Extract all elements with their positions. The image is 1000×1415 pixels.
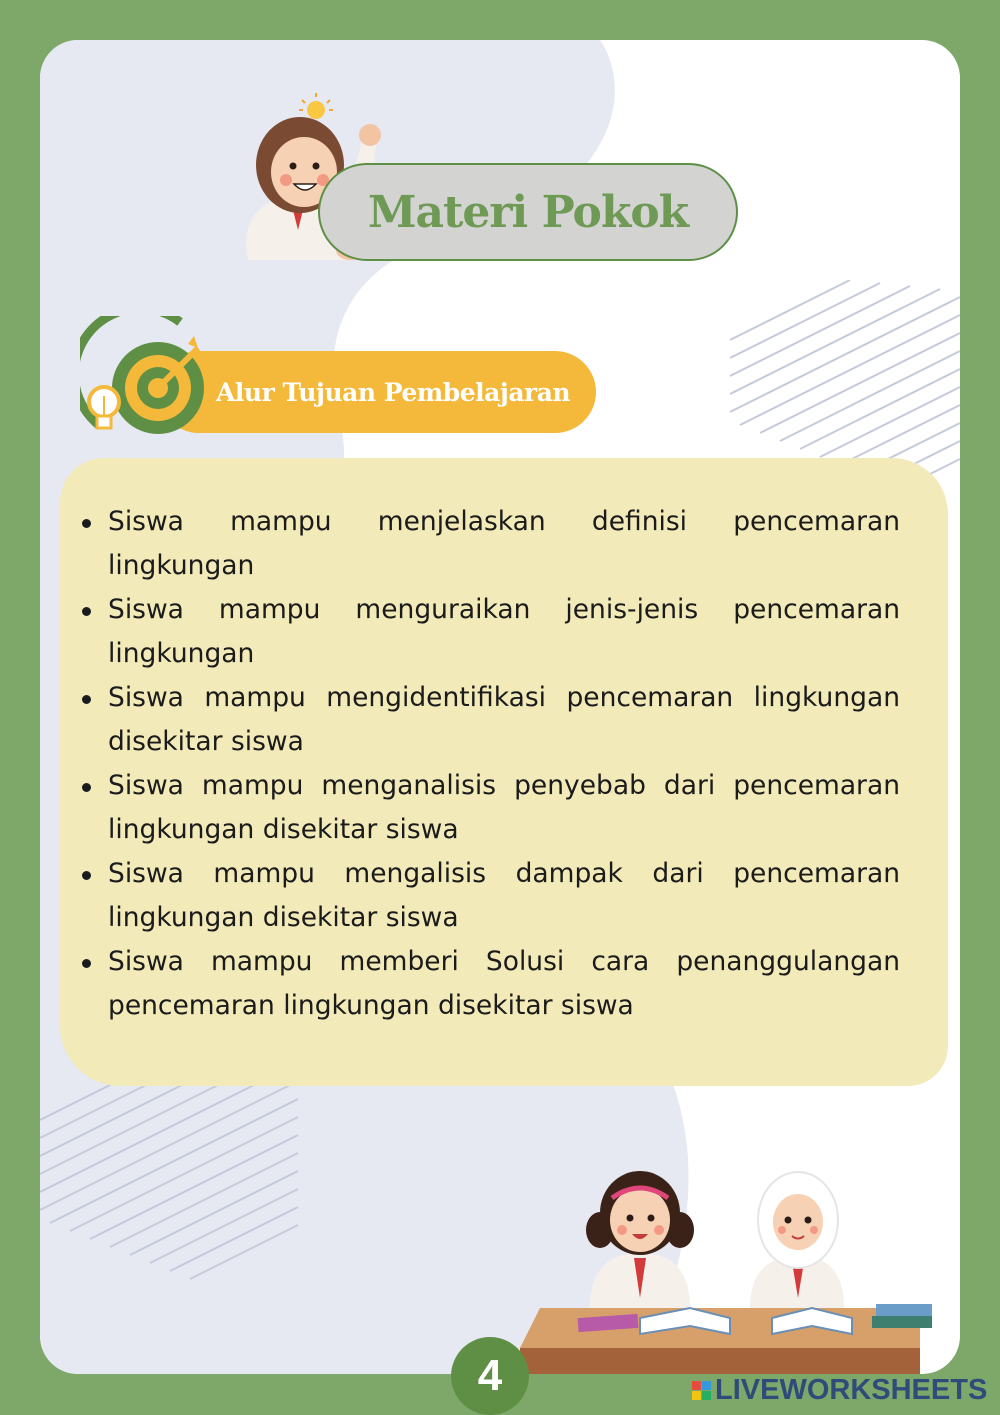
- section-label-pill: [158, 351, 596, 433]
- list-item: Siswa mampu menguraikan jenis-jenis pencemaran lingkungan: [78, 588, 900, 676]
- list-item: Siswa mampu mengidentifikasi pencemaran lingkungan disekitar siswa: [78, 676, 900, 764]
- worksheet-page: [40, 40, 960, 1374]
- lightbulb-icon: [299, 93, 333, 119]
- page-number: 4: [451, 1337, 529, 1415]
- students-illustration: [520, 1158, 960, 1374]
- liveworksheets-logo-icon: [692, 1381, 711, 1400]
- objectives-list: [78, 500, 900, 1028]
- brand-text: LIVEWORKSHEETS: [715, 1373, 988, 1406]
- list-item: Siswa mampu menjelaskan definisi pencemaran lingkungan: [78, 500, 900, 588]
- list-item: Siswa mampu menganalisis penyebab dari pencemaran lingkungan disekitar siswa: [78, 764, 900, 852]
- list-item: Siswa mampu mengalisis dampak dari pencemaran lingkungan disekitar siswa: [78, 852, 900, 940]
- title-pill: [318, 163, 738, 261]
- target-arrow-icon: [80, 316, 210, 446]
- hatch-pattern-bottom: [40, 1080, 300, 1290]
- page-title: Materi Pokok: [367, 186, 689, 238]
- list-item: Siswa mampu memberi Solusi cara penanggulangan pencemaran lingkungan disekitar siswa: [78, 940, 900, 1028]
- brand-watermark: [692, 1372, 987, 1408]
- section-label: Alur Tujuan Pembelajaran: [216, 377, 571, 407]
